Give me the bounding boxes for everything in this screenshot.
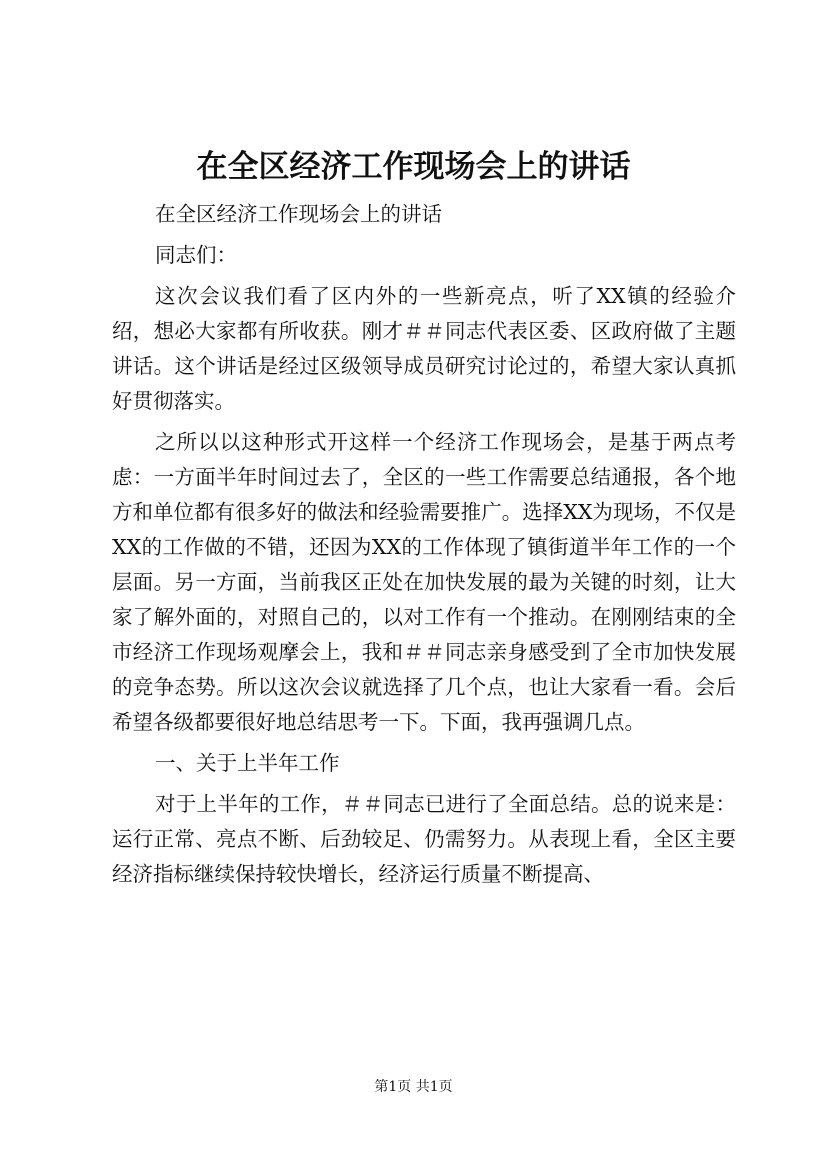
paragraph-section-heading: 一、关于上半年工作 xyxy=(155,751,340,775)
paragraph-salutation: 同志们： xyxy=(155,243,238,267)
document-title: 在全区经济工作现场会上的讲话 xyxy=(196,149,631,185)
paragraph-first-half-summary: 对于上半年的工作，＃＃同志已进行了全面总结。总的说来是：运行正常、亮点不断、后劲较足、仍需努力。从表现上看，全区主要经济指标继续保持较快增长，经济运行质量不断提高、 xyxy=(112,792,736,886)
paragraph-intro: 这次会议我们看了区内外的一些新亮点，听了XX镇的经验介绍，想必大家都有所收获。刚才＃＃同志代表区委、区政府做了主题讲话。这个讲话是经过区级领导成员研究讨论过的，希望大家认真抓好贯彻落实。 xyxy=(112,284,736,413)
paragraph-reasons: 之所以以这种形式开这样一个经济工作现场会，是基于两点考虑：一方面半年时间过去了，全区的一些工作需要总结通报，各个地方和单位都有很多好的做法和经验需要推广。选择XX为现场，不仅是XX的工作做的不错，还因为XX的工作体现了镇街道半年工作的一个层面。另一方面，当前我区正处在加快发展的最为关键的时刻，让大家了解外面的，对照自己的，以对工作有一个推动。在刚刚结束的全市经济工作现场观摩会上，我和＃＃同志亲身感受到了全市加快发展的竞争态势。所以这次会议就选择了几个点，也让大家看一看。会后希望各级都要很好地总结思考一下。下面，我再强调几点。 xyxy=(112,430,736,734)
page-footer: 第1页 共1页 xyxy=(374,1079,453,1095)
paragraph-subtitle: 在全区经济工作现场会上的讲话 xyxy=(155,202,443,226)
document-body xyxy=(112,197,736,898)
